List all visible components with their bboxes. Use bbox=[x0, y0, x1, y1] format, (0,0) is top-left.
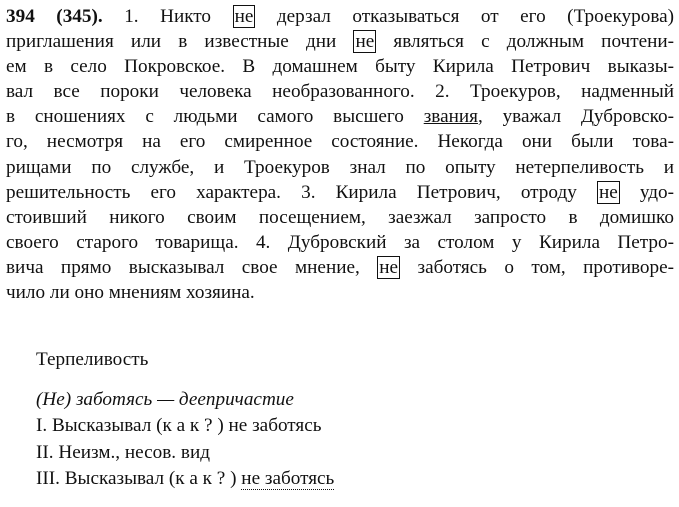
analysis-row-2: II. Неизм., несов. вид bbox=[36, 441, 210, 463]
text-line-11: вича прямо высказывал свое мнение, не заботясь о том, противоре- bbox=[6, 256, 675, 278]
grammar-analysis bbox=[36, 347, 656, 493]
boxed-particle: не bbox=[355, 31, 375, 53]
boxed-particle: не bbox=[598, 181, 618, 203]
exercise-number: 394 (345). bbox=[6, 6, 103, 27]
text-line-4: вал все пороки человека необразованного. 2. Троекуров, надменный bbox=[6, 81, 675, 103]
text-line-6: го, несмотря на его смиренное состояние. Некогда они были това- bbox=[6, 131, 675, 153]
exercise-text bbox=[6, 4, 674, 305]
text-line-12: чило ли оно мнениям хозяина. bbox=[6, 282, 255, 304]
text-line-10: своего старого товарища. 4. Дубровский за столом у Кирила Петро- bbox=[6, 231, 674, 253]
text-line-7: рищами по службе, и Троекуров знал по опыту нетерпеливость и bbox=[6, 156, 675, 178]
text-line-9: стоивший никого своим посещением, заезжал запросто в домишко bbox=[6, 206, 674, 228]
analysis-row-3: III. Высказывал (к а к ? ) не заботясь bbox=[36, 468, 335, 489]
underlined-phrase: не заботясь bbox=[241, 468, 335, 489]
analysis-row-1: I. Высказывал (к а к ? ) не заботясь bbox=[36, 415, 322, 436]
text-line-3: ем в село Покровское. В домашнем быту Кирила Петрович выказы- bbox=[6, 56, 674, 78]
text-line-5: в сношениях с людьми самого высшего звания, уважал Дубровско- bbox=[6, 106, 675, 128]
analysis-form: (Не) заботясь — деепричастие bbox=[36, 388, 294, 410]
text-line-2: приглашения или в известные дни не являться с должным почтени- bbox=[6, 31, 675, 53]
analysis-word: Терпеливость bbox=[36, 349, 149, 370]
text-line-8: решительность его характера. 3. Кирила Петрович, отроду не удо- bbox=[6, 181, 675, 203]
boxed-particle: не bbox=[234, 6, 254, 27]
boxed-particle: не bbox=[379, 256, 399, 278]
text-line-1: 394 (345). 1. Никто не дерзал отказываться от его (Троекурова) bbox=[6, 6, 675, 27]
